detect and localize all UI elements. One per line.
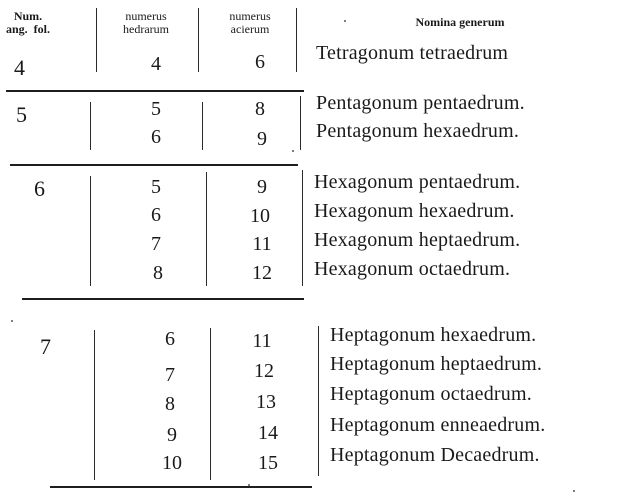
group-separator (22, 298, 304, 300)
group-separator (10, 164, 298, 166)
genus-name: Hexagonum hexaedrum. (314, 200, 515, 222)
genus-name: Pentagonum hexaedrum. (316, 120, 520, 142)
genus-name: Heptagonum octaedrum. (330, 383, 532, 405)
genus-name: Hexagonum pentaedrum. (314, 171, 521, 193)
group-divider-mid (206, 172, 207, 286)
header-hedrarum (104, 10, 188, 36)
genus-name: Heptagonum heptaedrum. (330, 353, 543, 375)
acies-value: 12 (252, 262, 272, 284)
genus-name: Hexagonum octaedrum. (314, 258, 511, 280)
genus-name: Hexagonum heptaedrum. (314, 229, 521, 251)
header-num (0, 10, 56, 36)
genus-name: Heptagonum enneaedrum. (330, 414, 546, 436)
acies-value: 12 (254, 360, 274, 382)
acies-value: 13 (256, 391, 276, 413)
hedrae-value: 5 (151, 98, 161, 120)
hedrae-value: 6 (151, 204, 161, 226)
header-divider-2 (198, 8, 199, 72)
group-divider-right (318, 326, 319, 476)
hedrae-value: 6 (151, 126, 161, 148)
angles-value: 4 (14, 55, 25, 80)
header-divider-3 (296, 8, 297, 72)
angles-value: 5 (16, 102, 27, 127)
hedrae-value: 8 (165, 393, 175, 415)
hedrae-value: 7 (165, 364, 175, 386)
header-hedrarum-line2: hedrarum (123, 22, 169, 36)
hedrae-value: 10 (162, 452, 182, 474)
scan-speck (248, 484, 250, 486)
genus-name: Pentagonum pentaedrum. (316, 92, 525, 114)
group-separator (6, 90, 304, 92)
acies-value: 15 (258, 452, 278, 474)
group-divider-mid (202, 102, 203, 150)
header-acierum-line2: acierum (230, 22, 270, 36)
group-divider-left (90, 102, 91, 150)
group-divider-mid (210, 328, 211, 480)
acies-value: 9 (257, 128, 267, 150)
header-acierum-line1: numerus (229, 9, 271, 23)
acies-value: 9 (257, 176, 267, 198)
acies-value: 10 (250, 205, 270, 227)
hedrae-value: 4 (151, 53, 161, 75)
scan-speck (573, 490, 575, 492)
group-separator (50, 486, 312, 488)
group-divider-right (302, 170, 303, 286)
genus-name: Heptagonum Decaedrum. (330, 444, 540, 466)
angles-value: 6 (34, 176, 45, 201)
group-divider-left (94, 330, 95, 480)
angles-value: 7 (40, 334, 51, 359)
scan-speck (11, 320, 13, 322)
hedrae-value: 5 (151, 176, 161, 198)
header-acierum (212, 10, 288, 36)
hedrae-value: 7 (151, 233, 161, 255)
header-num-line1: Num. (13, 9, 43, 23)
header-nomina-label: Nomina generum (415, 15, 505, 29)
acies-value: 11 (252, 233, 272, 255)
hedrae-value: 8 (153, 262, 163, 284)
acies-value: 14 (258, 422, 278, 444)
hedrae-value: 9 (167, 424, 177, 446)
header-num-line2: ang. fol. (5, 22, 50, 36)
genus-name: Heptagonum hexaedrum. (330, 324, 537, 346)
acies-value: 11 (252, 330, 272, 352)
genus-name: Tetragonum tetraedrum (316, 42, 509, 64)
acies-value: 8 (255, 98, 265, 120)
header-nomina (380, 16, 540, 29)
scan-speck (292, 150, 294, 152)
group-divider-left (90, 176, 91, 286)
group-divider-right (300, 96, 301, 150)
acies-value: 6 (255, 51, 265, 73)
header-hedrarum-line1: numerus (125, 9, 167, 23)
scan-speck (344, 20, 346, 22)
hedrae-value: 6 (165, 328, 175, 350)
header-divider-1 (96, 8, 97, 72)
